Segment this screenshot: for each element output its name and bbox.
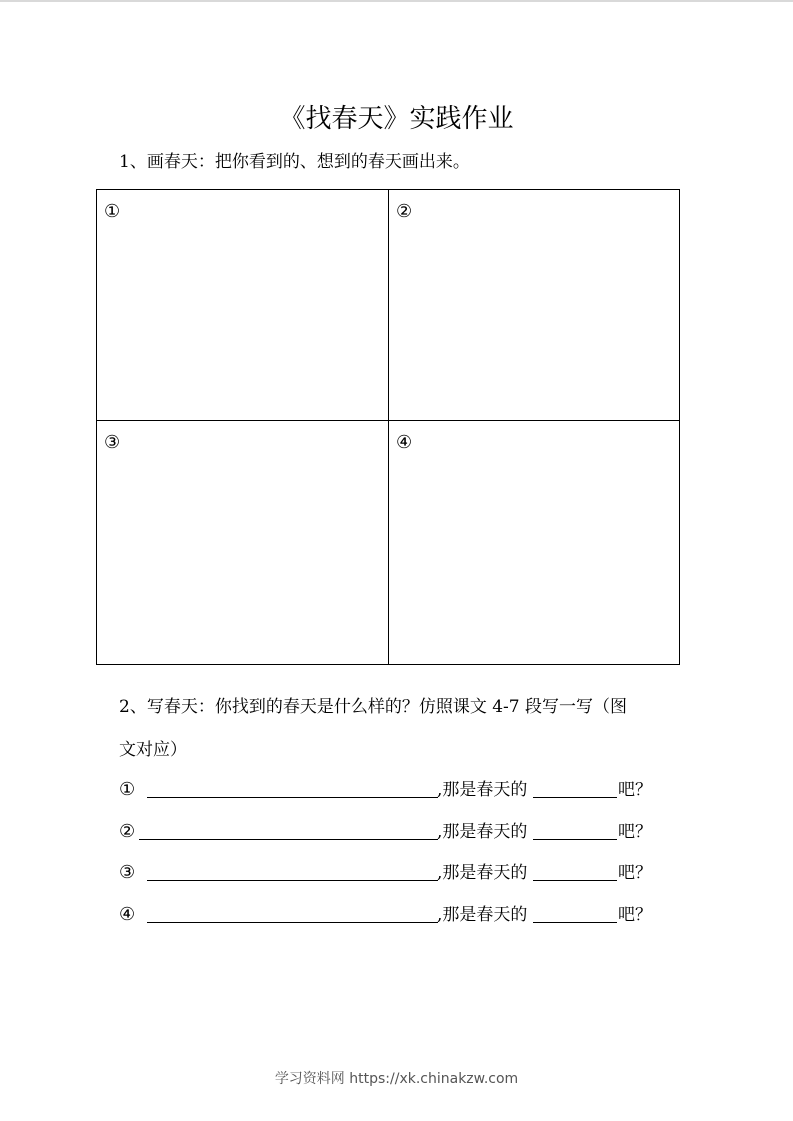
row-middle-text: ,那是春天的 — [437, 780, 528, 800]
question-1-prompt: 1、画春天：把你看到的、想到的春天画出来。 — [119, 152, 470, 172]
question-2-prompt: 2、写春天：你找到的春天是什么样的？仿照课文 4-7 段写一写（图 — [119, 697, 627, 717]
row-number: ③ — [119, 862, 136, 883]
top-border — [0, 0, 793, 2]
answer-blank-long[interactable] — [139, 839, 438, 840]
row-end-text: 吧？ — [618, 905, 652, 925]
drawing-box-1[interactable] — [97, 190, 389, 421]
drawing-grid — [96, 189, 680, 665]
drawing-box-4[interactable] — [389, 421, 679, 664]
box-number: ① — [104, 201, 121, 222]
answer-blank-long[interactable] — [147, 880, 438, 881]
answer-blank-short[interactable] — [533, 880, 617, 881]
box-number: ② — [396, 201, 413, 222]
question-2-prompt-continued: 文对应） — [119, 740, 187, 760]
row-middle-text: ,那是春天的 — [437, 905, 528, 925]
drawing-box-3[interactable] — [97, 421, 389, 664]
row-end-text: 吧？ — [618, 863, 652, 883]
row-number: ① — [119, 779, 136, 800]
drawing-box-2[interactable] — [389, 190, 679, 421]
answer-blank-short[interactable] — [533, 797, 617, 798]
row-number: ④ — [119, 904, 136, 925]
box-number: ④ — [396, 432, 413, 453]
box-number: ③ — [104, 432, 121, 453]
row-end-text: 吧？ — [618, 822, 652, 842]
answer-blank-long[interactable] — [147, 797, 438, 798]
row-number: ② — [119, 821, 136, 842]
row-middle-text: ,那是春天的 — [437, 863, 528, 883]
answer-blank-short[interactable] — [533, 922, 617, 923]
answer-blank-long[interactable] — [147, 922, 438, 923]
footer-watermark: 学习资料网 https://xk.chinakzw.com — [274, 1071, 519, 1087]
answer-blank-short[interactable] — [533, 839, 617, 840]
row-end-text: 吧？ — [618, 780, 652, 800]
page-title: 《找春天》实践作业 — [279, 104, 514, 134]
row-middle-text: ,那是春天的 — [437, 822, 528, 842]
